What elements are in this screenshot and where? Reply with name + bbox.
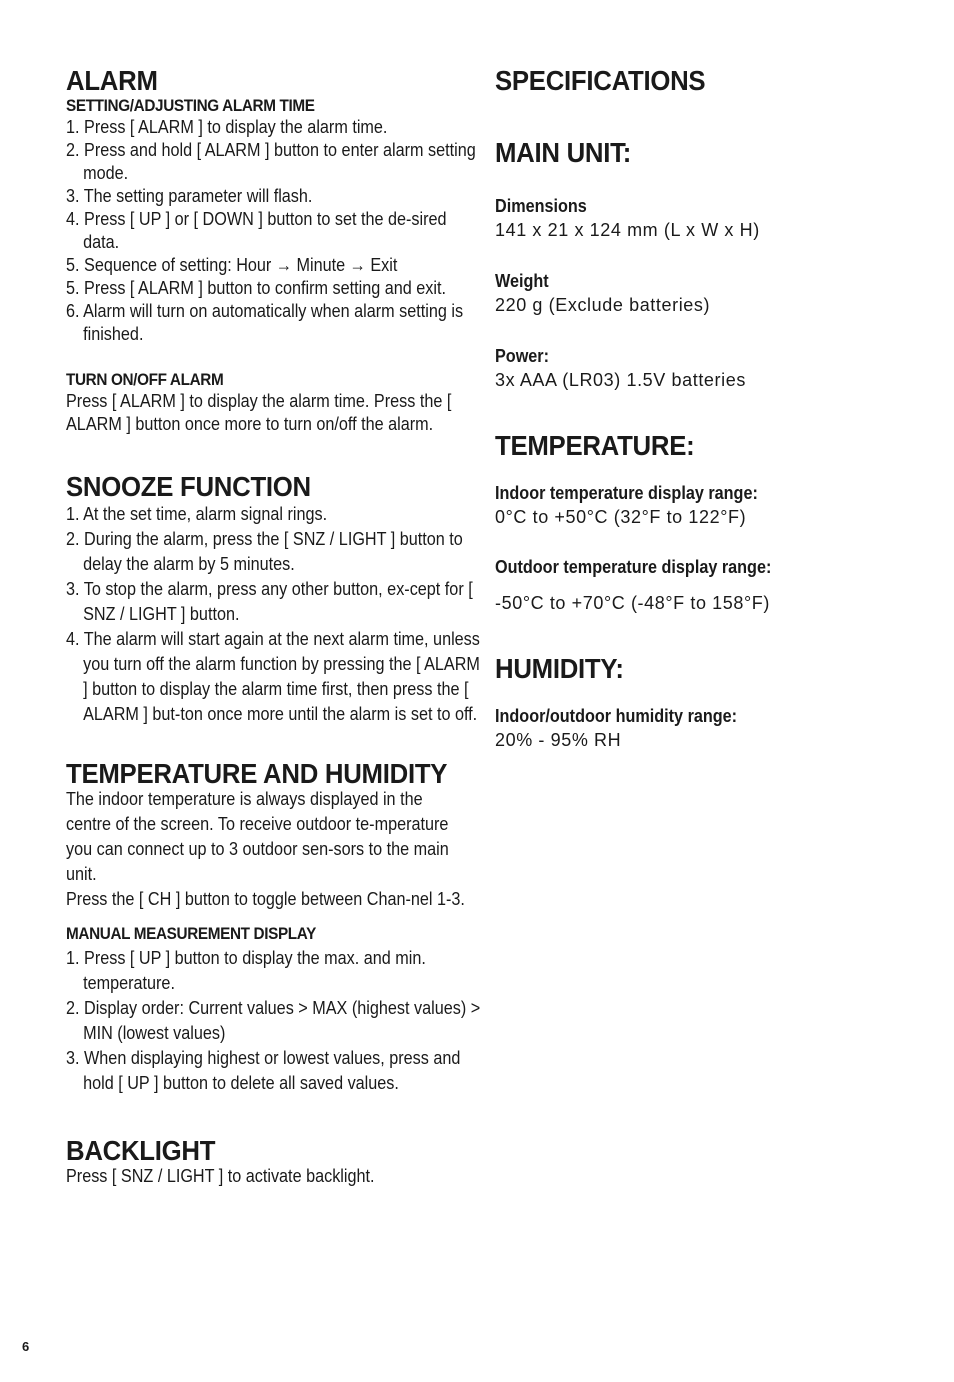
list-item: 6. Alarm will turn on automatically when alarm setting is finished.: [66, 301, 464, 344]
alarm-setting-list: [66, 116, 476, 346]
list-item: 3. The setting parameter will flash.: [66, 186, 313, 206]
humidity-title: HUMIDITY:: [495, 653, 624, 684]
humidity-label: Indoor/outdoor humidity range:: [495, 706, 738, 726]
backlight-title: BACKLIGHT: [66, 1135, 216, 1166]
manual-measurement-list: [66, 946, 481, 1096]
left-column: [66, 64, 481, 1189]
indoor-temp-value: 0°C to +50°C (32°F to 122°F): [495, 507, 747, 527]
dimensions-value: 141 x 21 x 124 mm (L x W x H): [495, 220, 760, 240]
outdoor-temp-value: -50°C to +70°C (-48°F to 158°F): [495, 593, 770, 613]
list-item: 2. Display order: Current values > MAX (highest values) > MIN (lowest values): [66, 998, 481, 1043]
snooze-title: SNOOZE FUNCTION: [66, 471, 311, 502]
list-item: 3. When displaying highest or lowest values, press and hold [ UP ] button to delete all saved values.: [66, 1048, 461, 1093]
list-item: 3. To stop the alarm, press any other button, ex-cept for [ SNZ / LIGHT ] button.: [66, 579, 473, 624]
power-label: Power:: [495, 346, 550, 366]
weight-value: 220 g (Exclude batteries): [495, 295, 711, 315]
alarm-title: ALARM: [66, 65, 158, 96]
page-number: 6: [22, 1339, 30, 1354]
list-item: 4. Press [ UP ] or [ DOWN ] button to set the de-sired data.: [66, 209, 447, 252]
list-item: 1. Press [ UP ] button to display the max. and min. temperature.: [66, 948, 426, 993]
dimensions-label: Dimensions: [495, 196, 587, 216]
snooze-list: [66, 502, 480, 727]
list-item: 4. The alarm will start again at the next alarm time, unless you turn off the alarm function by pressing the [ ALARM ] button to display the alarm time first, then press the [ ALARM ] but-ton once more until the alarm is set to off.: [66, 629, 480, 724]
specifications-title: SPECIFICATIONS: [495, 65, 706, 96]
backlight-text: Press [ SNZ / LIGHT ] to activate backlight.: [66, 1166, 375, 1186]
list-item: 1. At the set time, alarm signal rings.: [66, 504, 328, 524]
alarm-onoff-text: Press [ ALARM ] to display the alarm time. Press the [ ALARM ] button once more to turn on/off the alarm.: [66, 391, 452, 434]
right-column: [495, 64, 895, 753]
temp-humidity-text-2: Press the [ CH ] button to toggle between Chan-nel 1-3.: [66, 889, 465, 909]
humidity-value: 20% - 95% RH: [495, 730, 622, 750]
list-item: 1. Press [ ALARM ] to display the alarm time.: [66, 117, 388, 137]
power-value: 3x AAA (LR03) 1.5V batteries: [495, 370, 746, 390]
temp-humidity-text-1: The indoor temperature is always displayed in the centre of the screen. To receive outdoor te-mperature you can connect up to 3 outdoor sen-sors to the main unit.: [66, 789, 449, 884]
main-unit-title: MAIN UNIT:: [495, 137, 632, 168]
alarm-setting-heading: SETTING/ADJUSTING ALARM TIME: [66, 96, 315, 115]
indoor-temp-label: Indoor temperature display range:: [495, 483, 758, 503]
temp-humidity-title: TEMPERATURE AND HUMIDITY: [66, 758, 448, 789]
list-item: 2. Press and hold [ ALARM ] button to enter alarm setting mode.: [66, 140, 476, 183]
alarm-onoff-heading: TURN ON/OFF ALARM: [66, 370, 224, 389]
list-item: 5. Press [ ALARM ] button to confirm setting and exit.: [66, 278, 446, 298]
manual-measurement-heading: MANUAL MEASUREMENT DISPLAY: [66, 924, 316, 943]
list-item: 5. Sequence of setting: Hour → Minute → Exit: [66, 255, 398, 275]
outdoor-temp-label: Outdoor temperature display range:: [495, 557, 772, 577]
temperature-title: TEMPERATURE:: [495, 430, 695, 461]
list-item: 2. During the alarm, press the [ SNZ / LIGHT ] button to delay the alarm by 5 minutes.: [66, 529, 463, 574]
weight-label: Weight: [495, 271, 549, 291]
